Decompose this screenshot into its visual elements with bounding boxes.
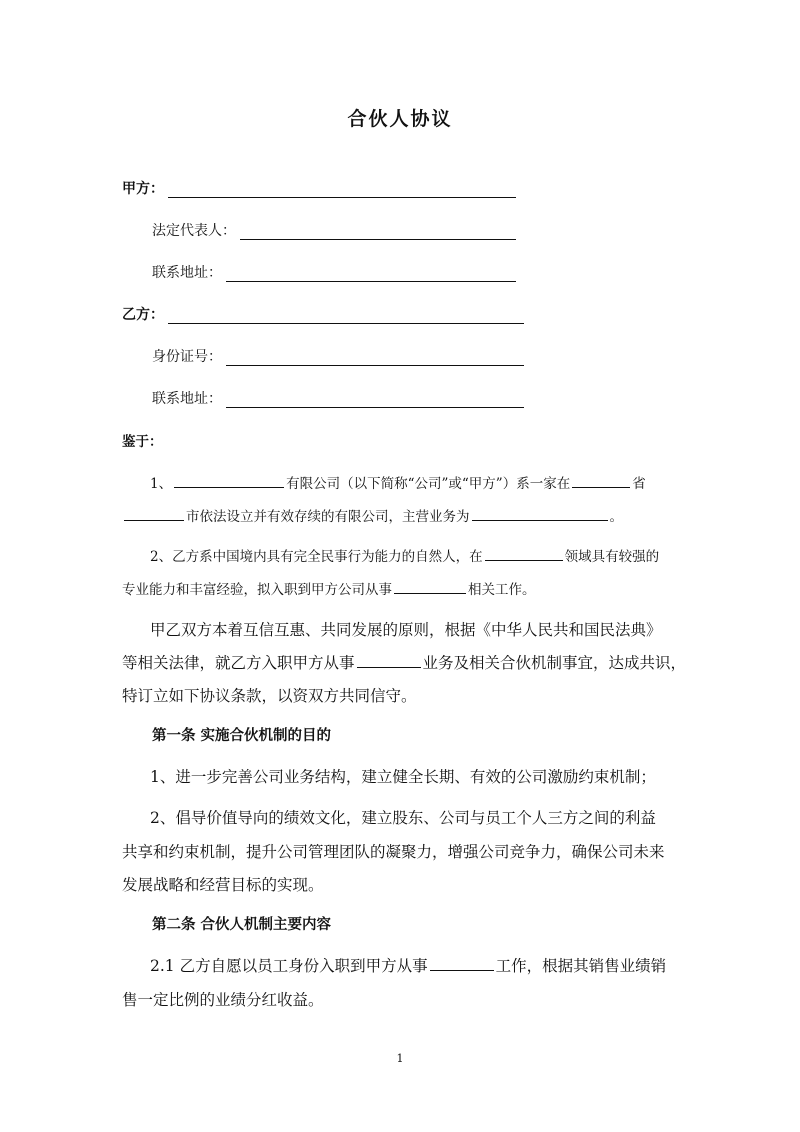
article-2-heading: 第二条 合伙人机制主要内容 xyxy=(152,917,332,933)
clause-2-text-b: 领域具有较强的 xyxy=(564,549,660,565)
intro-text-b: 业务及相关合伙机制事宜，达成共识， xyxy=(422,654,687,672)
party-b-id-field xyxy=(152,346,524,366)
clause-2-text-d: 相关工作。 xyxy=(468,582,536,598)
party-b-field xyxy=(122,304,524,324)
article-1-item-1: 1、进一步完善公司业务结构，建立健全长期、有效的公司激励约束机制； xyxy=(150,768,656,786)
party-b-addr-blank[interactable] xyxy=(226,393,524,408)
work-blank[interactable] xyxy=(394,580,466,594)
clause-1-line-1 xyxy=(150,472,646,492)
party-a-blank[interactable] xyxy=(168,183,516,198)
party-a-addr-blank[interactable] xyxy=(226,267,516,282)
clause-1-text-a: 有限公司（以下简称“公司”或“甲方”）系一家在 xyxy=(286,476,571,492)
clause-2-line-2 xyxy=(122,578,536,598)
party-a-rep-field xyxy=(152,220,516,240)
party-b-id-label: 身份证号： xyxy=(152,349,222,365)
province-blank[interactable] xyxy=(572,474,630,488)
article-2-item-1-line-2: 售一定比例的业绩分红收益。 xyxy=(122,991,324,1009)
main-business-blank[interactable] xyxy=(472,507,608,521)
whereas-label: 鉴于： xyxy=(122,434,163,450)
party-a-addr-field xyxy=(152,262,516,282)
clause-1-number: 1、 xyxy=(150,476,173,492)
clause-1-text-b: 省 xyxy=(632,476,646,492)
article-2-item-1-line-1 xyxy=(150,954,666,976)
party-b-id-blank[interactable] xyxy=(226,351,524,366)
article-1-item-2-line-3: 发展战略和经营目标的实现。 xyxy=(122,876,324,894)
document-title: 合伙人协议 xyxy=(347,108,453,130)
article-1-item-2-line-1: 2、倡导价值导向的绩效文化，建立股东、公司与员工个人三方之间的利益 xyxy=(150,809,656,827)
party-a-rep-blank[interactable] xyxy=(240,225,516,240)
field-blank[interactable] xyxy=(485,547,563,561)
article-1-heading: 第一条 实施合伙机制的目的 xyxy=(152,728,332,744)
clause-2-line-1 xyxy=(150,545,659,565)
intro-line-2 xyxy=(122,651,686,673)
party-a-addr-label: 联系地址： xyxy=(152,265,222,281)
party-b-label: 乙方： xyxy=(122,307,164,323)
city-blank[interactable] xyxy=(124,507,184,521)
party-a-field xyxy=(122,178,516,198)
party-b-addr-label: 联系地址： xyxy=(152,391,222,407)
party-b-blank[interactable] xyxy=(168,309,524,324)
clause-1-text-c: 市依法设立并有效存续的有限公司，主营业务为 xyxy=(186,509,470,525)
intro-line-3: 特订立如下协议条款，以资双方共同信守。 xyxy=(122,687,417,705)
page-number: 1 xyxy=(396,1052,404,1065)
intro-line-1: 甲乙双方本着互信互惠、共同发展的原则，根据《中华人民共和国民法典》 xyxy=(150,621,662,639)
business-blank[interactable] xyxy=(357,654,421,668)
intro-text-a: 等相关法律，就乙方入职甲方从事 xyxy=(122,654,355,672)
clause-2-text-c: 专业能力和丰富经验，拟入职到甲方公司从事 xyxy=(122,582,392,598)
article-1-item-2-line-2: 共享和约束机制，提升公司管理团队的凝聚力，增强公司竞争力，确保公司未来 xyxy=(122,843,665,861)
party-b-addr-field xyxy=(152,388,524,408)
clause-2-text-a: 2、乙方系中国境内具有完全民事行为能力的自然人，在 xyxy=(150,549,483,565)
party-a-label: 甲方： xyxy=(122,181,164,197)
article-2-text-a: 2.1 乙方自愿以员工身份入职到甲方从事 xyxy=(150,957,428,975)
clause-1-text-d: 。 xyxy=(609,509,623,525)
company-name-blank[interactable] xyxy=(174,474,284,488)
article-2-text-b: 工作，根据其销售业绩销 xyxy=(495,957,667,975)
party-a-rep-label: 法定代表人： xyxy=(152,223,236,239)
clause-1-line-2 xyxy=(122,505,623,525)
job-blank[interactable] xyxy=(430,957,494,971)
